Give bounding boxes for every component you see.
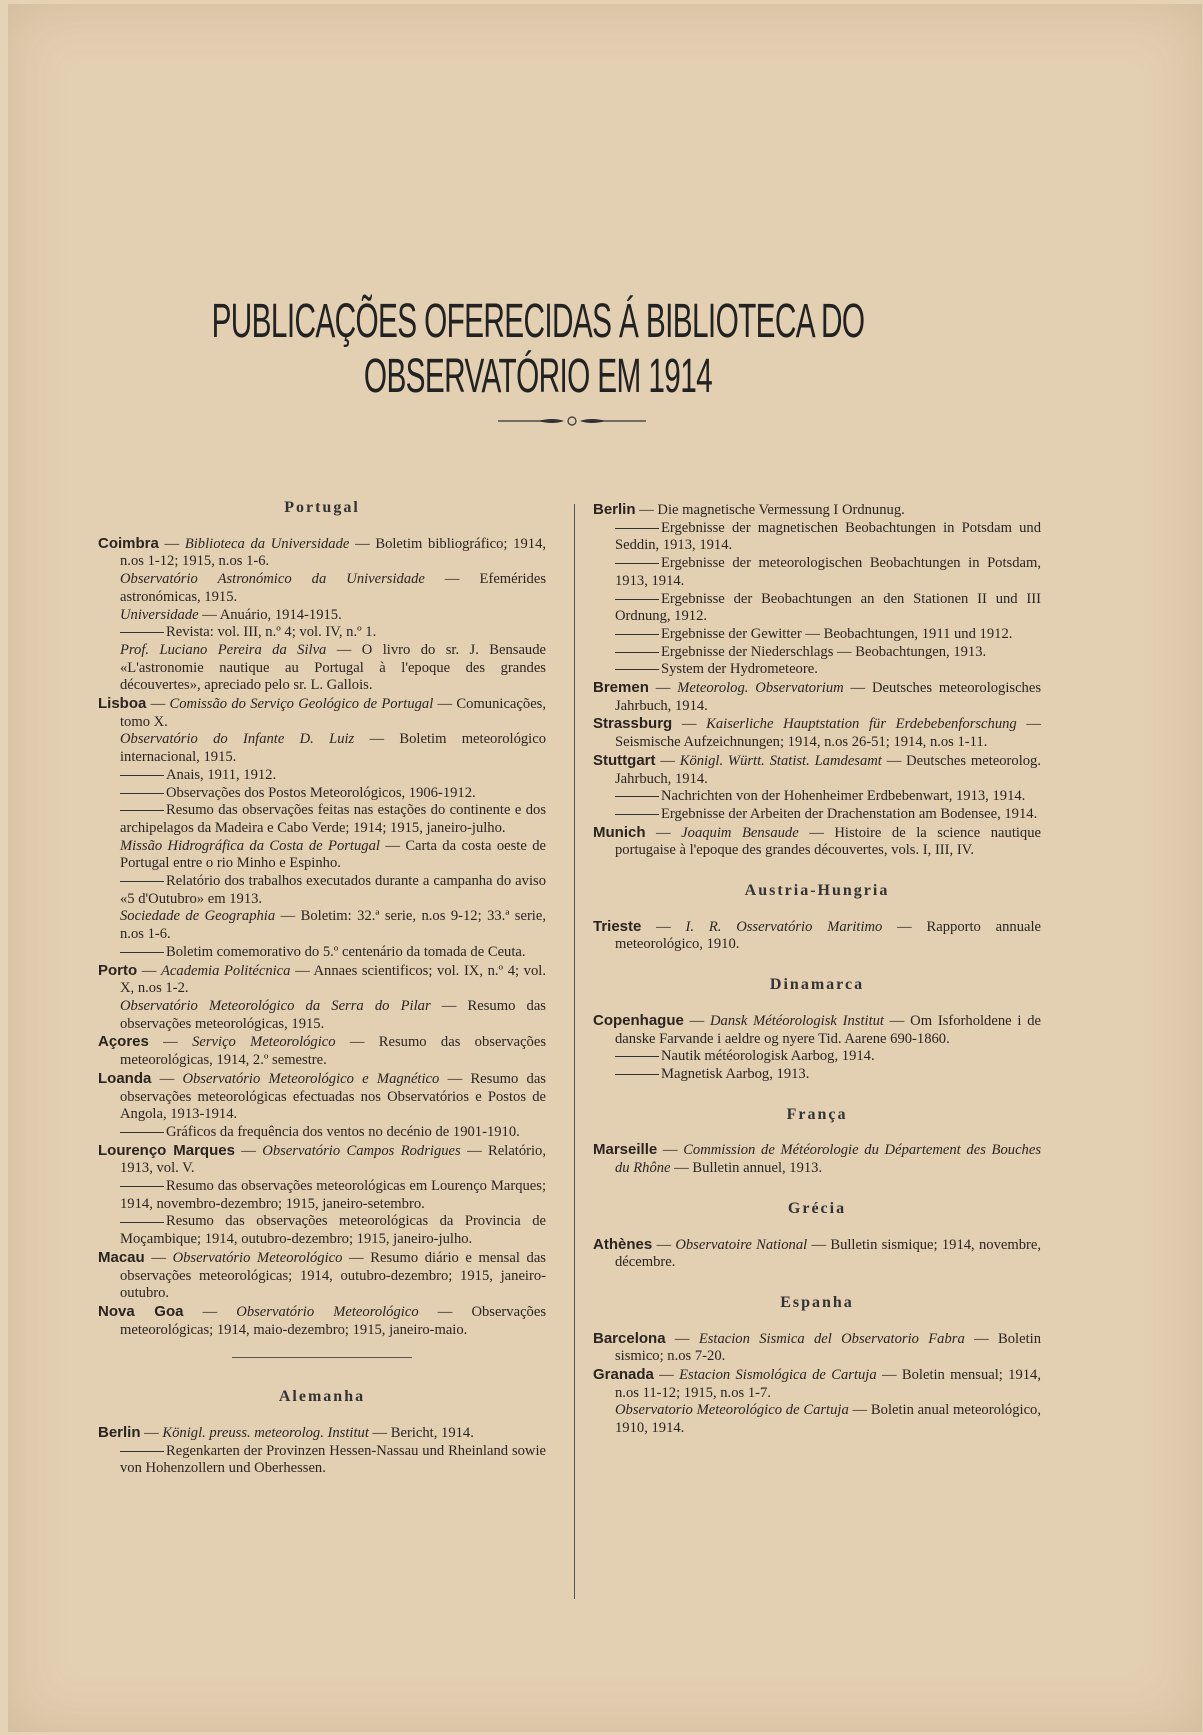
entry: Marseille — Commission de Météorologie du Département des Bouches du Rhône — Bulletin annuel, 1913.: [593, 1141, 1041, 1177]
entry: System der Hydrometeore.: [593, 661, 1041, 679]
entry: Observatório Meteorológico da Serra do Pilar — Resumo das observações meteorológicas, 1915.: [120, 997, 546, 1032]
entry: Ergebnisse der Gewitter — Beobachtungen, 1911 und 1912.: [593, 626, 1041, 644]
entry: Berlin — Die magnetische Vermessung I Ordnunug.: [593, 501, 905, 518]
entry: Stuttgart — Königl. Württ. Statist. Lamdesamt — Deutsches meteorolog. Jahrbuch, 1914.: [593, 751, 1041, 787]
section-title-austria: Austria-Hungria: [744, 882, 890, 900]
entry: Observatorio Meteorológico de Cartuja — Boletin anual meteorológico, 1910, 1914.: [615, 1402, 1041, 1437]
entry: Universidade — Anuário, 1914-1915.: [120, 606, 342, 623]
entry: Lisboa — Comissão do Serviço Geológico de Portugal — Comunicações, tomo X.: [98, 695, 546, 730]
entry: Bremen — Meteorolog. Observatorium — Deutsches meteorologisches Jahrbuch, 1914.: [593, 679, 1042, 714]
entry: Observatório do Infante D. Luiz — Boletim meteorológico internacional, 1915.: [120, 731, 546, 766]
left-column: [98, 499, 546, 1478]
entry: Resumo das observações feitas nas estações do continente e dos archipelagos da Madeira e Cabo Verde; 1914; 1915, janeiro-julho.: [120, 802, 546, 836]
section-title-portugal: Portugal: [284, 499, 360, 516]
column-divider: [574, 504, 575, 1599]
entry: Missão Hidrográfica da Costa de Portugal — Carta da costa oeste de Portugal entre o rio Minho e Espinho.: [120, 837, 547, 872]
section-rule: [232, 1357, 412, 1358]
entry: Sociedade de Geographia — Boletim: 32.ª serie, n.os 9-12; 33.ª serie, n.os 1-6.: [120, 908, 546, 943]
entry: Magnetisk Aarbog, 1913.: [593, 1066, 1041, 1084]
entry: Ergebnisse der Niederschlags — Beobachtungen, 1913.: [593, 644, 1041, 662]
entry: Macau — Observatório Meteorológico — Resumo diário e mensal das observações meteorológicas; 1914, outubro-dezembro; 1915, janeiro-outubro.: [98, 1248, 546, 1302]
entry: Observatório Astronómico da Universidade — Efemérides astronómicas, 1915.: [120, 571, 546, 605]
entry: Resumo das observações meteorológicas da Provincia de Moçambique; 1914, outubro-dezembro; 1915, janeiro-julho.: [120, 1213, 546, 1248]
entry: Porto — Academia Politécnica — Annaes scientificos; vol. IX, n.º 4; vol. X, n.os 1-2.: [98, 961, 546, 997]
entry: Resumo das observações meteorológicas em Lourenço Marques; 1914, novembro-dezembro; 1915, janeiro-setembro.: [120, 1178, 546, 1212]
entry: Strassburg — Kaiserliche Hauptstation für Erdebebenforschung — Seismische Aufzeichnungen; 1914, n.os 26-51; 1914, n.os 1-11.: [593, 715, 1041, 751]
entry: Gráficos da frequência dos ventos no decénio de 1901-1910.: [98, 1124, 546, 1142]
entry: Nova Goa — Observatório Meteorológico — Observações meteorológicas; 1914, maio-dezembro; 1915, janeiro-maio.: [98, 1302, 546, 1338]
section-title-alemanha: Alemanha: [278, 1388, 366, 1406]
entry: Ergebnisse der magnetischen Beobachtungen in Potsdam und Seddin, 1913, 1914.: [615, 519, 1041, 554]
ornament-divider: [498, 414, 646, 428]
entry: Nachrichten von der Hohenheimer Erdbebenwart, 1913, 1914.: [593, 788, 1041, 806]
entry: Açores — Serviço Meteorológico — Resumo das observações meteorológicas, 1914, 2.º semestre.: [98, 1033, 547, 1069]
document-page: [8, 4, 1202, 1732]
entry: Prof. Luciano Pereira da Silva — O livro do sr. J. Bensaude «L'astronomie nautique au Portugal à l'epoque des grandes découvertes», apreciado pelo sr. L. Gallois.: [120, 641, 546, 694]
entry: Ergebnisse der Arbeiten der Drachenstation am Bodensee, 1914.: [593, 806, 1041, 824]
entry: Coimbra — Biblioteca da Universidade — Boletim bibliográfico; 1914, n.os 1-12; 1915, n.os 1-6.: [98, 534, 547, 570]
entry: Munich — Joaquim Bensaude — Histoire de la science nautique portugaise à l'epoque des grandes découvertes, vols. I, III, IV.: [593, 823, 1042, 859]
page-title: PUBLICAÇÕES OFERECIDAS Á BIBLIOTECA DO OBSERVATÓRIO EM 1914: [211, 295, 865, 403]
entry: Lourenço Marques — Observatório Campos Rodrigues — Relatório, 1913, vol. V.: [98, 1141, 547, 1177]
entry: Trieste — I. R. Osservatório Maritimo — Rapporto annuale meteorológico, 1910.: [593, 917, 1041, 953]
entry: Relatório dos trabalhos executados durante a campanha do aviso «5 d'Outubro» em 1913.: [120, 873, 546, 907]
entry: Copenhague — Dansk Météorologisk Institut — Om Isforholdene i de danske Farvande i aeldre og nyere Tid. Aarene 690-1860.: [593, 1011, 1042, 1047]
entry: Berlin — Königl. preuss. meteorolog. Institut — Bericht, 1914.: [98, 1424, 474, 1442]
section-title-franca: França: [786, 1105, 848, 1123]
entry: Nautik météorologisk Aarbog, 1914.: [593, 1048, 1041, 1066]
entry: Ergebnisse der meteorologischen Beobachtungen in Potsdam, 1913, 1914.: [615, 555, 1041, 589]
right-column: [593, 501, 1041, 1438]
entry: Boletim comemorativo do 5.º centenário da tomada de Ceuta.: [98, 944, 546, 962]
entry: Barcelona — Estacion Sismica del Observatorio Fabra — Boletin sismico; n.os 7-20.: [593, 1329, 1041, 1365]
section-title-grecia: Grécia: [787, 1199, 847, 1217]
entry: Athènes — Observatoire National — Bulletin sismique; 1914, novembre, décembre.: [593, 1235, 1041, 1271]
entry: Granada — Estacion Sismológica de Cartuja — Boletin mensual; 1914, n.os 11-12; 1915, n.os 1-7.: [593, 1366, 1042, 1401]
entry: Anais, 1911, 1912.: [98, 767, 546, 785]
section-title-dinamarca: Dinamarca: [769, 976, 865, 994]
entry: Revista: vol. III, n.º 4; vol. IV, n.º 1.: [98, 624, 546, 642]
section-title-espanha: Espanha: [780, 1293, 854, 1311]
entry: Regenkarten der Provinzen Hessen-Nassau und Rheinland sowie von Hohenzollern und Oberhessen.: [120, 1442, 546, 1477]
entry: Observações dos Postos Meteorológicos, 1906-1912.: [98, 785, 546, 803]
entry: Loanda — Observatório Meteorológico e Magnético — Resumo das observações meteorológicas efectuadas nos Observatórios e Postos de Angola, 1913-1914.: [98, 1069, 546, 1123]
entry: Ergebnisse der Beobachtungen an den Stationen II und III Ordnung, 1912.: [615, 590, 1041, 625]
